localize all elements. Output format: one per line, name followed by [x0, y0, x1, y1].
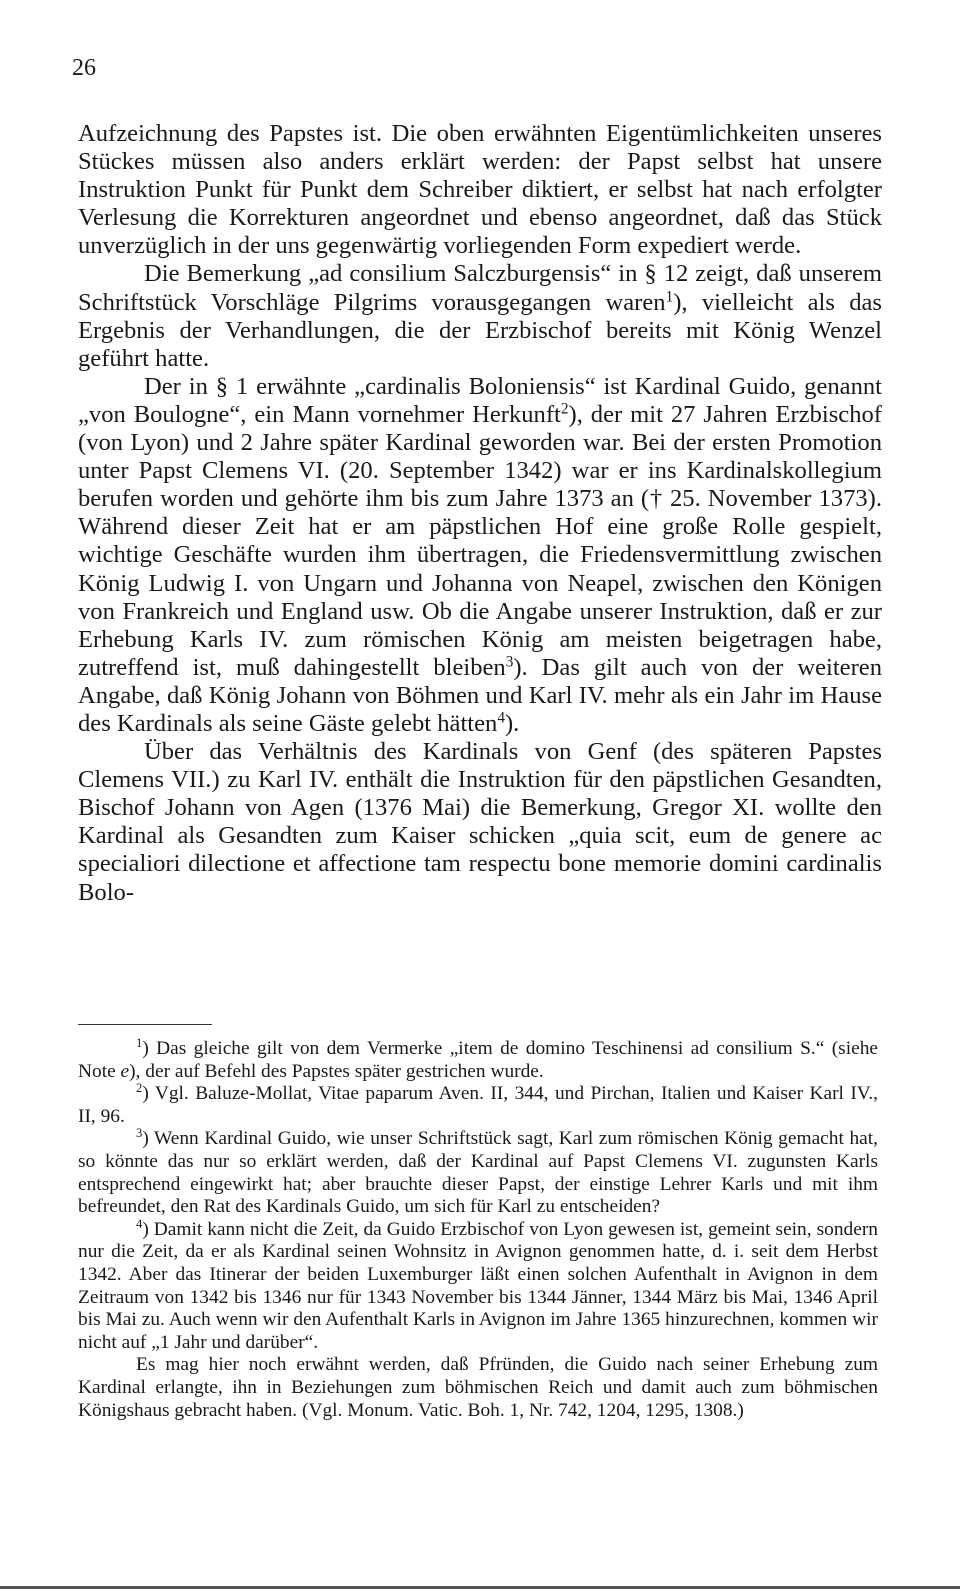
paragraph-3 — [78, 373, 882, 738]
main-text — [78, 120, 882, 907]
footnotes — [78, 1038, 878, 1422]
footnote-ref-1: 1 — [665, 288, 674, 306]
footnote-1-text-b: ), der auf Befehl des Papstes später gestrichen wurde. — [129, 1060, 544, 1082]
paragraph-3-text-c: ). Das gilt auch von der weiteren Angabe, daß König Johann von Böhmen und Karl IV. mehr als ein Jahr im Hause des Kardinals als seine Gäste gelebt hätten — [78, 653, 882, 737]
footnote-3-text: ) Wenn Kardinal Guido, wie unser Schriftstück sagt, Karl zum römischen König gemacht hat, so könnte das nur so erklärt werden, daß der Kardinal auf Papst Clemens VI. zugunsten Karls entsprechend eingewirkt hat; aber brauchte dieser Papst, der einstige Lehrer Karls und mit ihm befreundet, den Rat des Kardinals Guido, um sich für Karl zu entscheiden? — [78, 1128, 878, 1218]
footnote-mark-2: 2 — [136, 1081, 143, 1096]
footnote-1 — [78, 1038, 878, 1083]
footnote-4 — [78, 1216, 878, 1355]
page-number: 26 — [72, 55, 96, 81]
paragraph-1: Aufzeichnung des Papstes ist. Die oben erwähnten Eigentümlichkeiten unseres Stückes müssen also anders erklärt werden: der Papst selbst hat unsere Instruktion Punkt für Punkt dem Schreiber diktiert, er selbst hat nach erfolgter Verlesung die Korrekturen angeordnet und ebenso angeordnet, daß das Stück unverzüglich in der uns gegenwärtig vorliegenden Form expediert werde. — [78, 120, 882, 260]
footnote-1-note: e — [120, 1060, 130, 1082]
footnote-4-text: ) Damit kann nicht die Zeit, da Guido Erzbischof von Lyon gewesen ist, gemeint sein, sondern nur die Zeit, da er als Kardinal seinen Wohnsitz in Avignon genommen hatte, d. i. seit dem Herbst 1342. Aber das Itinerar der beiden Luxemburger läßt einen solchen Aufenthalt in Avignon in dem Zeitraum von 1342 bis 1346 nur für 1343 November bis 1344 Jänner, 1344 März bis Mai, 1346 April bis Mai zu. Auch wenn wir den Aufenthalt Karls in Avignon im Jahre 1365 hinzurechnen, kommen wir nicht auf „1 Jahr und darüber“. — [78, 1218, 878, 1353]
footnote-2 — [78, 1083, 878, 1128]
footnote-mark-4: 4 — [136, 1216, 143, 1231]
paragraph-2-text-b: ), vielleicht als das Ergebnis der Verhandlungen, die der Erzbischof bereits mit König Wenzel geführt hatte. — [78, 288, 882, 372]
footnote-ref-4: 4 — [497, 709, 505, 727]
footnote-separator — [78, 1024, 212, 1025]
footnote-3 — [78, 1128, 878, 1218]
paragraph-3-text-b: ), der mit 27 Jahren Erzbischof (von Lyon) und 2 Jahre später Kardinal geworden war. Bei der ersten Promotion unter Papst Clemens VI. (20. September 1342) war er ins Kardinalskollegium berufen worden und gehörte ihm bis zum Jahre 1373 an († 25. November 1373). Während dieser Zeit hat er am päpstlichen Hof eine große Rolle gespielt, wichtige Geschäfte wurden ihm übertragen, die Friedensvermittlung zwischen König Ludwig I. von Ungarn und Johanna von Neapel, zwischen den Königen von Frankreich und England usw. Ob die Angabe unserer Instruktion, daß er zur Erhebung Karls IV. zum römischen König am meisten beigetragen habe, zutreffend ist, muß dahingestellt bleiben — [78, 400, 883, 681]
footnote-mark-1: 1 — [136, 1036, 143, 1051]
footnote-2-text: ) Vgl. Baluze-Mollat, Vitae paparum Aven. II, 344, und Pirchan, Italien und Kaiser Karl IV., II, 96. — [78, 1083, 878, 1127]
paragraph-2 — [78, 260, 882, 372]
paragraph-2-text-a: Die Bemerkung „ad consilium Salczburgensis“ in § 12 zeigt, daß unserem Schriftstück Vorschläge Pilgrims vorausgegangen waren — [78, 260, 882, 316]
footnote-1-text-a: ) Das gleiche gilt von dem Vermerke „item de domino Teschinensi ad consilium S.“ (siehe Note — [78, 1038, 878, 1082]
footnote-ref-3: 3 — [505, 653, 514, 671]
paragraph-3-text-a: Der in § 1 erwähnte „cardinalis Boloniensis“ ist Kardinal Guido, genannt „von Boulogne“, ein Mann vornehmer Herkunft — [78, 372, 882, 428]
footnote-4-continuation: Es mag hier noch erwähnt werden, daß Pfründen, die Guido nach seiner Erhebung zum Kardinal erlangte, ihn in Beziehungen zum böhmischen Reich und damit auch zum böhmischen Königshaus gebracht haben. (Vgl. Monum. Vatic. Boh. 1, Nr. 742, 1204, 1295, 1308.) — [78, 1354, 878, 1421]
footnote-ref-2: 2 — [560, 400, 569, 418]
paragraph-4: Über das Verhältnis des Kardinals von Genf (des späteren Papstes Clemens VII.) zu Karl IV. enthält die Instruktion für den päpstlichen Gesandten, Bischof Johann von Agen (1376 Mai) die Bemerkung, Gregor XI. wollte den Kardinal als Gesandten zum Kaiser schicken „quia scit, eum de genere ac specialiori dilectione et affectione tam respectu bone memorie domini cardinalis Bolo- — [78, 738, 882, 906]
footnote-mark-3: 3 — [136, 1126, 143, 1141]
paragraph-3-text-d: ). — [504, 709, 520, 737]
